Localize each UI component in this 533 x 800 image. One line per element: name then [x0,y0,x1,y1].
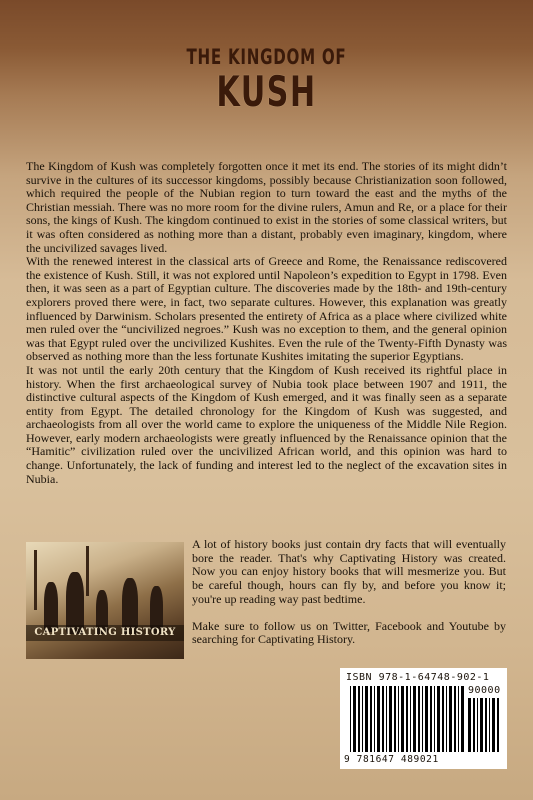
promo-paragraph-1: A lot of history books just contain dry facts that will eventually bore the reader. That's why Captivating History was created. Now you can enjoy history books that will mesmerize you. But be careful though, hours can fly by, and before you know it; you're up reading way past bedtime. [192,537,506,606]
book-title [0,45,533,115]
publisher-logo-banner: CAPTIVATING HISTORY [26,625,184,641]
blurb-paragraph-3: It was not until the early 20th century that the Kingdom of Kush received its rightful place in history. When the first archaeological survey of Nubia took place between 1907 and 1911, the distinctive cultural aspects of the Kingdom of Kush emerged, and it was finally seen as a separate entity from Egypt. The detailed chronology for the Kingdom of Kush was suggested, and archaeologists from all over the world came to explore the uniqueness of the Middle Nile Region. However, early modern archaeologists were greatly influenced by the Renaissance opinion that the “Hamitic” civilization ruled over the uncivilized African world, and this opinion was hard to change. Unfortunately, the lack of funding and interest led to the neglect of the excavation sites in Nubia. [26,362,507,486]
blurb-paragraph-1: The Kingdom of Kush was completely forgotten once it met its end. The stories of its might didn’t survive in the cultures of its successor kingdoms, possibly because Christianization soon followed, which required the people of the Nubian region to turn toward the east and the myths of the Christian messiah. There was no more room for the divine rulers, Amun and Re, or a place for their sons, the kings of Kush. The kingdom continued to exist in the stories of some classical writers, but it was often considered as nothing more than a distant, probably even imaginary, kingdom, where the uncivilized savages lived. [26,159,507,255]
blurb-text [26,160,507,486]
ean-barcode-bars [350,686,464,752]
title-line-1: THE KINGDOM OF [186,45,347,69]
blurb-paragraph-2: With the renewed interest in the classical arts of Greece and Rome, the Renaissance rediscovered the existence of Kush. Still, it was not explored until Napoleon’s expedition to Egypt in 1798. Even then, it was seen as a part of Egyptian culture. The discoveries made by the 18th- and 19th-century explorers proved there were, in fact, two separate cultures. However, this explanation was greatly influenced by Darwinism. Scholars presented the entirety of Africa as a place where civilized white men ruled over the “uncivilized negroes.” Kush was no exception to them, and the general opinion was that Egypt ruled over the uncivilized Kushites. Even the rule of the Twenty-Fifth Dynasty was observed as nothing more than the less fortunate Kushites imitating the superior Egyptians. [26,254,507,364]
title-line-2: KUSH [216,67,317,116]
price-code: 90000 [468,685,501,696]
publisher-promo-image [26,542,184,659]
ean-digits: 9 781647 489021 [344,754,439,765]
publisher-promo-text [192,538,506,660]
promo-paragraph-2: Make sure to follow us on Twitter, Facebook and Youtube by searching for Captivating History. [192,618,506,647]
price-barcode-bars [468,698,502,752]
isbn-barcode [340,668,507,769]
isbn-text: ISBN 978-1-64748-902-1 [346,672,490,683]
